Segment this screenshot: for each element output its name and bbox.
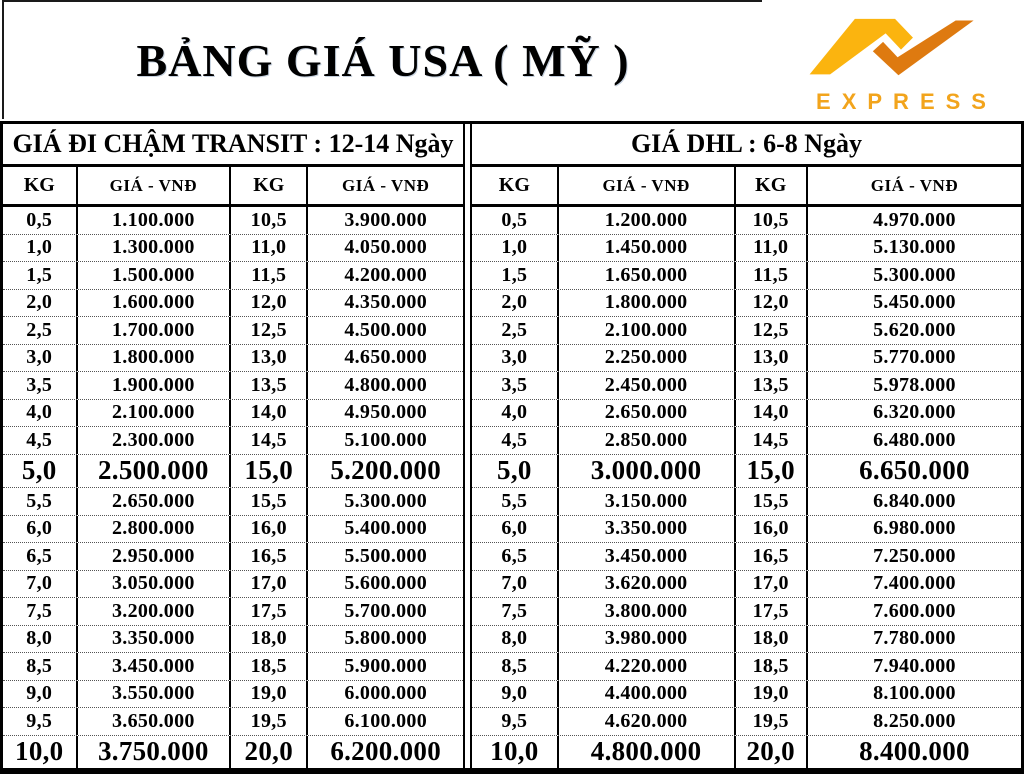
col-header-price: GIÁ - VNĐ [342,175,430,195]
kg-value: 17,5 [231,598,308,625]
price-value: 4.350.000 [344,291,428,314]
rate-row [3,652,463,680]
kg-value: 6,0 [3,516,78,543]
kg-value: 3,0 [472,345,559,372]
kg-value: 15,0 [736,455,808,487]
price-value: 5.900.000 [344,654,428,677]
rate-row [3,597,463,625]
price-value: 2.500.000 [78,455,232,487]
price-value: 5.770.000 [873,346,956,369]
rate-row [472,454,1021,487]
rate-row [472,570,1021,598]
price-value: 6.100.000 [344,709,428,732]
rate-row [3,680,463,708]
price-value: 4.800.000 [559,736,736,768]
kg-value: 10,5 [231,207,308,234]
rate-row [3,454,463,487]
kg-value: 15,5 [231,488,308,515]
rate-row [3,234,463,262]
price-value: 8.250.000 [873,709,956,732]
price-value: 1.900.000 [78,372,232,399]
price-value: 7.940.000 [873,654,956,677]
price-value: 4.650.000 [344,346,428,369]
kg-value: 9,5 [3,708,78,735]
price-value: 2.100.000 [78,400,232,427]
price-value: 3.000.000 [559,455,736,487]
rate-row [3,426,463,454]
kg-value: 12,0 [231,290,308,317]
kg-value: 13,5 [231,372,308,399]
rate-row [472,707,1021,735]
price-value: 7.400.000 [873,572,956,595]
price-value: 6.980.000 [873,517,956,540]
kg-value: 3,0 [3,345,78,372]
price-value: 3.050.000 [78,571,232,598]
price-value: 4.500.000 [344,318,428,341]
price-value: 8.400.000 [859,736,970,767]
price-value: 8.100.000 [873,682,956,705]
price-value: 5.200.000 [330,455,442,486]
price-value: 5.400.000 [344,517,428,540]
price-value: 2.650.000 [559,400,736,427]
title-band [0,0,1024,121]
rate-row [472,371,1021,399]
price-value: 6.650.000 [859,455,970,486]
kg-value: 17,0 [231,571,308,598]
rate-row [3,707,463,735]
price-value: 3.620.000 [559,571,736,598]
price-value: 1.450.000 [559,235,736,262]
kg-value: 19,5 [231,708,308,735]
price-value: 1.200.000 [559,207,736,234]
price-value: 4.620.000 [559,708,736,735]
rate-row [472,399,1021,427]
price-value: 5.300.000 [873,263,956,286]
rate-row [472,344,1021,372]
kg-value: 14,5 [736,427,808,454]
kg-value: 19,5 [736,708,808,735]
kg-value: 8,0 [472,626,559,653]
price-value: 5.620.000 [873,318,956,341]
kg-value: 18,0 [231,626,308,653]
price-value: 5.600.000 [344,572,428,595]
price-value: 5.130.000 [873,236,956,259]
price-value: 4.800.000 [344,373,428,396]
rate-row [3,487,463,515]
kg-value: 16,0 [231,516,308,543]
kg-value: 15,5 [736,488,808,515]
price-value: 3.750.000 [78,736,232,768]
kg-value: 18,5 [231,653,308,680]
price-value: 2.100.000 [559,317,736,344]
price-value: 5.978.000 [873,373,956,396]
col-header-price: GIÁ - VNĐ [78,167,232,204]
col-header-kg: KG [3,167,78,204]
rate-row [3,371,463,399]
kg-value: 14,0 [231,400,308,427]
price-value: 6.840.000 [873,489,956,512]
rate-row [472,207,1021,234]
rate-row [472,316,1021,344]
price-value: 4.400.000 [559,681,736,708]
express-logo-icon [796,6,1006,88]
rate-row [3,399,463,427]
kg-value: 4,0 [472,400,559,427]
kg-value: 20,0 [736,736,808,768]
kg-value: 18,5 [736,653,808,680]
kg-value: 7,0 [3,571,78,598]
kg-value: 8,5 [472,653,559,680]
kg-value: 5,5 [472,488,559,515]
kg-value: 15,0 [231,455,308,487]
col-header-kg: KG [231,167,308,204]
kg-value: 16,5 [736,543,808,570]
kg-value: 17,5 [736,598,808,625]
kg-value: 17,0 [736,571,808,598]
price-value: 2.850.000 [559,427,736,454]
kg-value: 2,5 [472,317,559,344]
transit-column-headers [3,167,463,207]
kg-value: 2,5 [3,317,78,344]
price-value: 1.800.000 [78,345,232,372]
rate-row [3,515,463,543]
col-header-price: GIÁ - VNĐ [870,175,959,195]
kg-value: 11,0 [736,235,808,262]
rate-row [3,316,463,344]
rate-row [3,261,463,289]
kg-value: 1,0 [472,235,559,262]
kg-value: 0,5 [3,207,78,234]
price-value: 1.700.000 [78,317,232,344]
col-header-price: GIÁ - VNĐ [559,167,736,204]
kg-value: 8,0 [3,626,78,653]
kg-value: 14,0 [736,400,808,427]
price-value: 5.300.000 [344,489,428,512]
kg-value: 10,5 [736,207,808,234]
kg-value: 18,0 [736,626,808,653]
price-value: 1.600.000 [78,290,232,317]
price-value: 3.900.000 [344,208,428,231]
price-value: 3.150.000 [559,488,736,515]
kg-value: 16,5 [231,543,308,570]
kg-value: 11,0 [231,235,308,262]
kg-value: 1,5 [472,262,559,289]
price-value: 5.800.000 [344,627,428,650]
kg-value: 11,5 [231,262,308,289]
price-value: 3.200.000 [78,598,232,625]
price-value: 7.250.000 [873,544,956,567]
price-value: 6.000.000 [344,682,428,705]
price-value: 4.200.000 [344,263,428,286]
price-value: 2.950.000 [78,543,232,570]
price-value: 2.450.000 [559,372,736,399]
dhl-table-header: GIÁ DHL : 6-8 Ngày [472,124,1021,167]
price-value: 3.350.000 [78,626,232,653]
rate-row [3,344,463,372]
kg-value: 4,0 [3,400,78,427]
price-value: 3.650.000 [78,708,232,735]
rate-row [472,289,1021,317]
kg-value: 5,0 [3,455,78,487]
kg-value: 20,0 [231,736,308,768]
kg-value: 9,5 [472,708,559,735]
price-value: 5.500.000 [344,544,428,567]
kg-value: 7,5 [3,598,78,625]
kg-value: 16,0 [736,516,808,543]
transit-rate-rows [3,207,463,768]
kg-value: 0,5 [472,207,559,234]
price-value: 7.600.000 [873,599,956,622]
transit-table-header: GIÁ ĐI CHẬM TRANSIT : 12-14 Ngày [3,124,463,167]
rate-row [3,625,463,653]
price-value: 2.800.000 [78,516,232,543]
kg-value: 1,5 [3,262,78,289]
kg-value: 12,0 [736,290,808,317]
kg-value: 19,0 [231,681,308,708]
kg-value: 4,5 [472,427,559,454]
price-value: 2.250.000 [559,345,736,372]
kg-value: 2,0 [472,290,559,317]
price-value: 3.450.000 [78,653,232,680]
rate-row [472,542,1021,570]
kg-value: 12,5 [231,317,308,344]
rate-row [472,426,1021,454]
price-value: 3.980.000 [559,626,736,653]
kg-value: 7,0 [472,571,559,598]
price-value: 3.800.000 [559,598,736,625]
price-value: 1.500.000 [78,262,232,289]
rate-row [3,570,463,598]
col-header-kg: KG [472,167,559,204]
kg-value: 19,0 [736,681,808,708]
rate-tables [0,121,1024,774]
price-value: 5.100.000 [344,428,428,451]
price-value: 2.300.000 [78,427,232,454]
price-value: 1.800.000 [559,290,736,317]
price-value: 3.450.000 [559,543,736,570]
price-value: 1.650.000 [559,262,736,289]
kg-value: 2,0 [3,290,78,317]
kg-value: 9,0 [3,681,78,708]
kg-value: 10,0 [472,736,559,768]
rate-row [472,597,1021,625]
price-value: 1.300.000 [78,235,232,262]
kg-value: 10,0 [3,736,78,768]
col-header-kg: KG [736,167,808,204]
price-value: 6.320.000 [873,401,956,424]
rate-row [3,207,463,234]
kg-value: 13,0 [231,345,308,372]
rate-row [3,735,463,768]
price-value: 7.780.000 [873,627,956,650]
logo-wordmark: EXPRESS [816,89,997,114]
kg-value: 13,0 [736,345,808,372]
kg-value: 3,5 [472,372,559,399]
kg-value: 13,5 [736,372,808,399]
rate-row [472,680,1021,708]
price-value: 4.220.000 [559,653,736,680]
price-value: 4.050.000 [344,236,428,259]
dhl-column-headers [472,167,1021,207]
kg-value: 14,5 [231,427,308,454]
price-value: 4.970.000 [873,208,956,231]
kg-value: 4,5 [3,427,78,454]
price-value: 5.700.000 [344,599,428,622]
page-title: BẢNG GIÁ USA ( MỸ ) [136,35,630,86]
rate-row [472,487,1021,515]
transit-rate-table [3,124,465,768]
rate-row [472,652,1021,680]
rate-row [472,234,1021,262]
price-value: 1.100.000 [78,207,232,234]
rate-row [472,625,1021,653]
rate-row [472,261,1021,289]
dhl-rate-table [470,124,1021,768]
kg-value: 5,0 [472,455,559,487]
kg-value: 12,5 [736,317,808,344]
kg-value: 3,5 [3,372,78,399]
price-value: 6.480.000 [873,428,956,451]
kg-value: 6,0 [472,516,559,543]
kg-value: 11,5 [736,262,808,289]
title-box [2,0,762,119]
price-value: 6.200.000 [330,736,442,767]
rate-row [3,542,463,570]
dhl-rate-rows [472,207,1021,768]
price-value: 2.650.000 [78,488,232,515]
price-value: 5.450.000 [873,291,956,314]
kg-value: 5,5 [3,488,78,515]
kg-value: 6,5 [472,543,559,570]
price-value: 3.350.000 [559,516,736,543]
kg-value: 1,0 [3,235,78,262]
price-value: 3.550.000 [78,681,232,708]
kg-value: 6,5 [3,543,78,570]
logo [792,6,1010,118]
kg-value: 8,5 [3,653,78,680]
rate-row [472,735,1021,768]
kg-value: 7,5 [472,598,559,625]
kg-value: 9,0 [472,681,559,708]
price-value: 4.950.000 [344,401,428,424]
rate-row [472,515,1021,543]
rate-row [3,289,463,317]
